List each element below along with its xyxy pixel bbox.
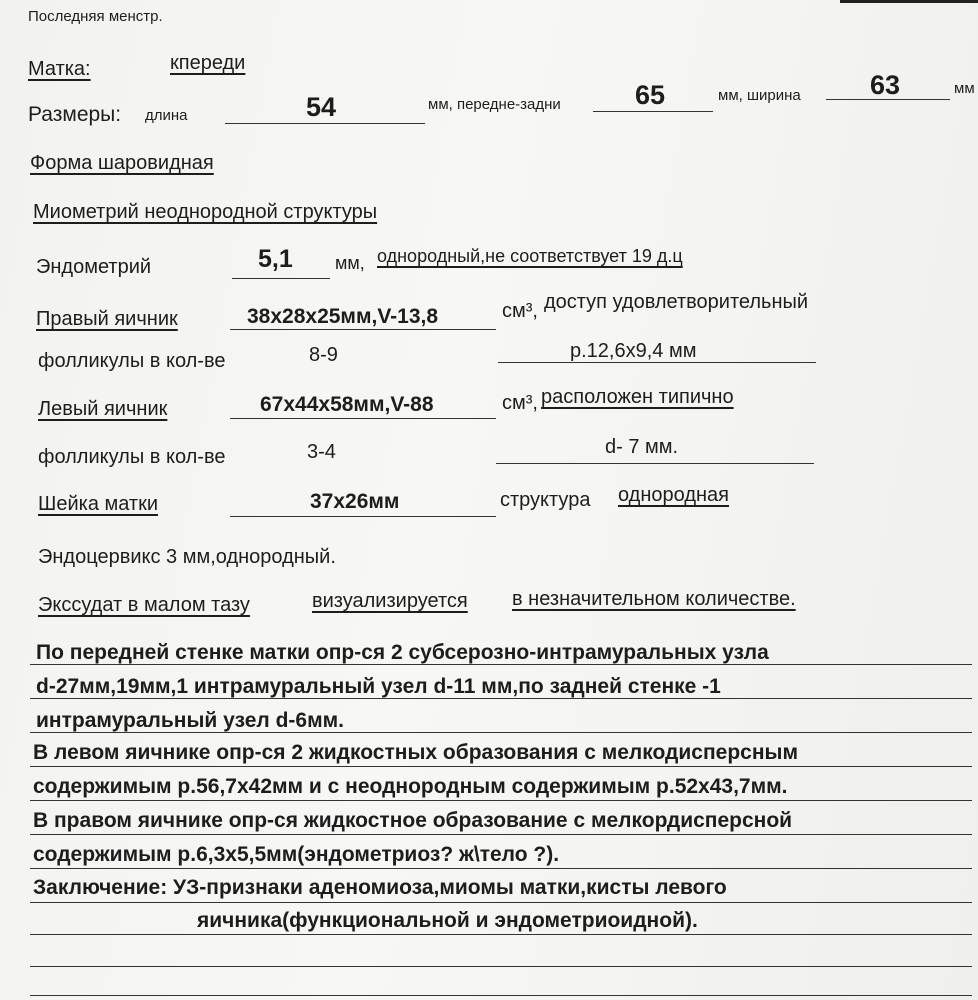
top-edge-line [840,0,978,3]
ap-label: мм, передне-задни [428,96,561,113]
right-ovary-value: 38x28x25мм,V-13,8 [247,305,439,328]
length-value: 54 [306,92,337,122]
width-field-line [826,99,950,100]
conclusion-line: Заключение: УЗ-признаки аденомиоза,миомы матки,кисты левого [33,876,727,899]
right-follicles-size: р.12,6х9,4 мм [570,340,697,362]
ruled-line [30,664,972,665]
right-ovary-note: доступ удовлетворительный [544,291,809,313]
exudate-label: Экссудат в малом тазу [38,594,250,616]
left-follicles-field-line [496,463,814,464]
finding-line: интрамуральный узел d-6мм. [36,709,344,732]
left-follicles-size: d- 7 мм. [605,436,679,458]
endocervix-line: Эндоцервикс 3 мм,однородный. [38,546,336,568]
right-follicles-count: 8-9 [309,344,338,366]
finding-line: содержимым р.56,7х42мм и с неоднородным содержимым р.52х43,7мм. [33,775,788,798]
width-value: 63 [870,70,901,100]
width-label: мм, ширина [718,87,801,104]
exudate-note: в незначительном количестве. [512,588,796,610]
uterus-position: кпереди [170,52,246,74]
right-ovary-field-line [230,329,496,330]
finding-line: содержимым р.6,3х5,5мм(эндометриоз? ж\тело ?). [33,843,560,866]
ruled-line [30,902,972,903]
right-ovary-label: Правый яичник [36,308,178,330]
sizes-label: Размеры: [28,103,122,126]
left-ovary-label: Левый яичник [38,398,168,420]
ruled-line [30,934,972,935]
right-ovary-unit: см³, [502,300,538,322]
width-unit: мм [954,80,975,97]
cervix-structure-value: однородная [618,484,729,506]
left-ovary-unit: см³, [502,392,538,414]
endometrium-label: Эндометрий [36,256,152,278]
left-ovary-value: 67x44x58мм,V-88 [260,393,434,416]
last-menstruation-label: Последняя менстр. [28,8,163,25]
ruled-line [30,698,972,699]
cervix-structure-label: структура [500,489,591,511]
endometrium-field-line [232,278,330,279]
cervix-field-line [230,516,496,517]
ruled-line [30,834,972,835]
left-ovary-field-line [230,418,496,419]
cervix-label: Шейка матки [38,493,159,515]
endometrium-value: 5,1 [258,245,293,273]
ap-value: 65 [635,80,666,110]
endometrium-unit: мм, [335,253,365,273]
ruled-line [30,766,972,767]
ruled-line [30,800,972,801]
ruled-line [30,732,972,733]
endometrium-note: однородный,не соответствует 19 д.ц [377,246,683,266]
ruled-line [30,995,972,996]
finding-line: В правом яичнике опр-ся жидкостное образование с мелкордисперсной [33,809,793,832]
right-follicles-label: фолликулы в кол-ве [38,350,226,372]
length-label: длина [145,107,188,124]
finding-line: d-27мм,19мм,1 интрамуральный узел d-11 мм,по задней стенке -1 [36,675,721,698]
left-follicles-label: фолликулы в кол-ве [38,446,226,468]
shape-line: Форма шаровидная [30,152,214,174]
uterus-label: Матка: [28,58,91,80]
ruled-line [30,966,972,967]
exudate-value: визуализируется [312,590,468,612]
length-field-line [225,123,425,124]
finding-line: По передней стенке матки опр-ся 2 субсерозно-интрамуральных узла [36,641,769,664]
cervix-value: 37x26мм [310,490,400,513]
conclusion-line: яичника(функциональной и эндометриоидной). [197,909,698,932]
right-follicles-field-line [498,362,816,363]
ap-field-line [593,111,713,112]
myometrium-line: Миометрий неоднородной структуры [33,201,378,223]
ruled-line [30,868,972,869]
left-follicles-count: 3-4 [307,441,336,463]
left-ovary-note: расположен типично [541,386,734,408]
finding-line: В левом яичнике опр-ся 2 жидкостных образования с мелкодисперсным [33,741,798,764]
